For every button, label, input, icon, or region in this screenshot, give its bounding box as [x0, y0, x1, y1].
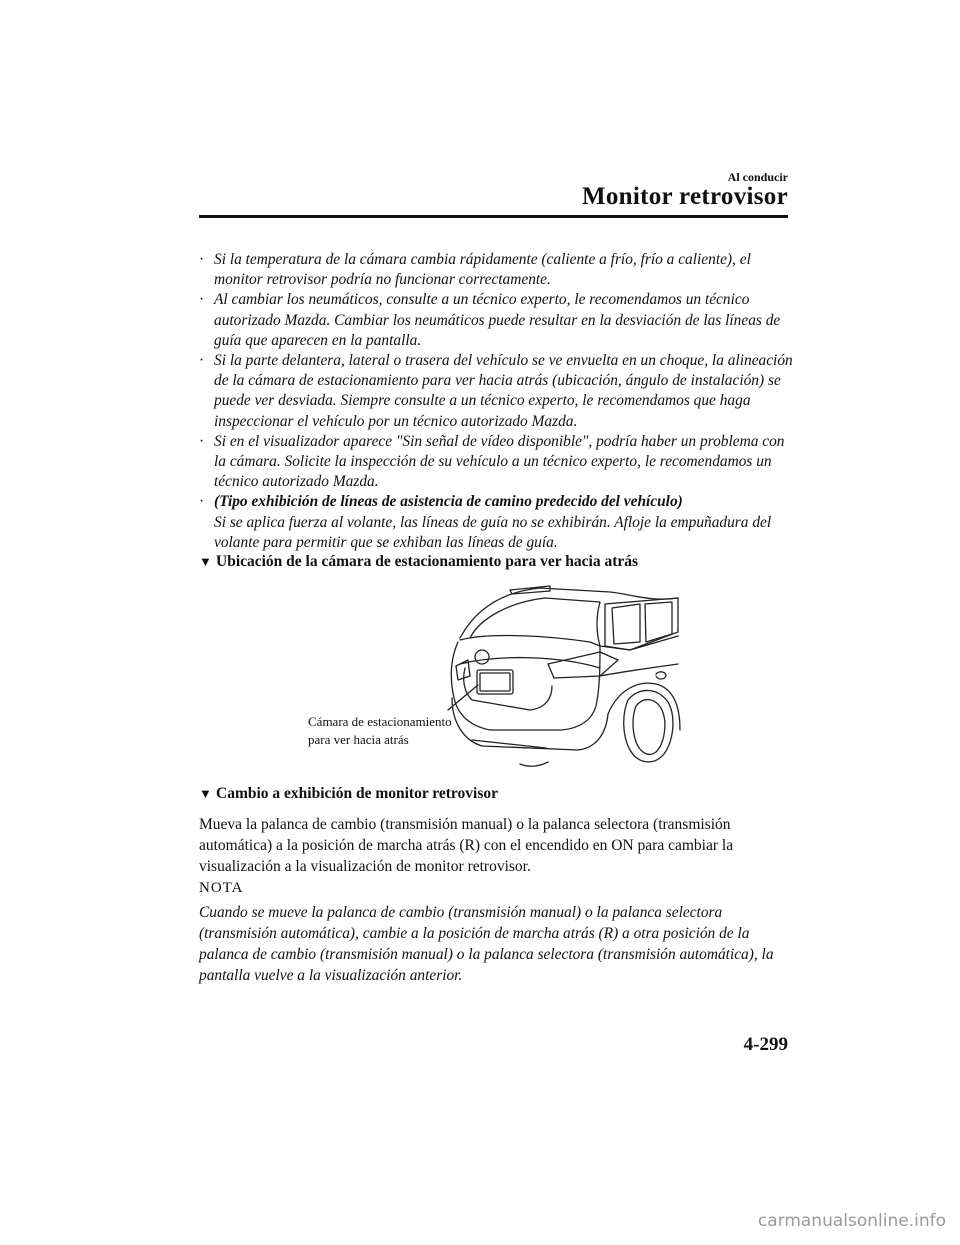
triangle-down-icon: ▼ — [199, 554, 212, 569]
section-heading-camera-location — [199, 553, 638, 571]
note-item — [199, 250, 794, 290]
figure-callout — [308, 713, 452, 749]
note-item — [199, 432, 794, 493]
section-heading-switch-display — [199, 785, 498, 803]
triangle-down-icon: ▼ — [199, 786, 212, 801]
body-paragraph: Mueva la palanca de cambio (transmisión manual) o la palanca selectora (transmisión automática) a la posición de marcha atrás (R) con el encendido en ON para cambiar la visualización a la visualización de monitor retrovisor. — [199, 816, 734, 875]
note-text: Si la parte delantera, lateral o trasera del vehículo se ve envuelta en un choque, la alineación de la cámara de estacionamiento para ver hacia atrás (ubicación, ángulo de instalación) se puede ver desviada. Siempre consulte a un técnico experto, le recomendamos que haga inspeccionar el vehículo por un técnico autorizado Mazda. — [214, 352, 793, 430]
note-heading: (Tipo exhibición de líneas de asistencia de camino predecido del vehículo) — [214, 493, 683, 511]
header-divider — [199, 215, 788, 218]
note-item — [199, 290, 794, 351]
bullet-icon: · — [199, 432, 205, 450]
section-heading-text: Ubicación de la cámara de estacionamiento para ver hacia atrás — [216, 553, 639, 570]
note-item — [199, 351, 794, 432]
nota-label: NOTA — [199, 880, 244, 896]
note-text: Al cambiar los neumáticos, consulte a un técnico experto, le recomendamos un técnico autorizado Mazda. Cambiar los neumáticos puede resultar en la desviación de las líneas de guía que aparecen en la pantalla. — [214, 291, 781, 349]
bullet-icon: · — [199, 352, 205, 370]
bullet-icon: · — [199, 291, 205, 309]
chapter-label: Al conducir — [727, 170, 788, 184]
figure-callout-line2: para ver hacia atrás — [308, 732, 409, 747]
page-number: 4-299 — [743, 1034, 788, 1055]
note-item — [199, 492, 794, 553]
page-title: Monitor retrovisor — [581, 183, 788, 210]
caution-notes-list — [199, 250, 794, 553]
bullet-icon: · — [199, 251, 205, 268]
nota-text: Cuando se mueve la palanca de cambio (transmisión manual) o la palanca selectora (transmisión automática), cambie a la posición de marcha atrás (R) a otra posición de la palanca de cambio (transmisión manual) o la palanca selectora (transmisión automática), la pantalla vuelve a la visualización anterior. — [199, 904, 774, 984]
watermark: carmanualsonline.info — [757, 1211, 946, 1231]
section-heading-text: Cambio a exhibición de monitor retrovisor — [216, 785, 499, 802]
note-text: Si la temperatura de la cámara cambia rápidamente (caliente a frío, frío a caliente), el monitor retrovisor podría no funcionar correctamente. — [214, 251, 751, 289]
note-text: Si en el visualizador aparece "Sin señal de vídeo disponible", podría haber un problema con la cámara. Solicite la inspección de su vehículo a un técnico experto, le recomendamos un técnico autorizado Mazda. — [214, 432, 785, 491]
bullet-icon: · — [199, 493, 205, 511]
figure-callout-line1: Cámara de estacionamiento — [308, 714, 452, 729]
note-text: Si se aplica fuerza al volante, las líneas de guía no se exhibirán. Afloje la empuñadura del volante para permitir que se exhiban las líneas de guía. — [214, 513, 772, 551]
